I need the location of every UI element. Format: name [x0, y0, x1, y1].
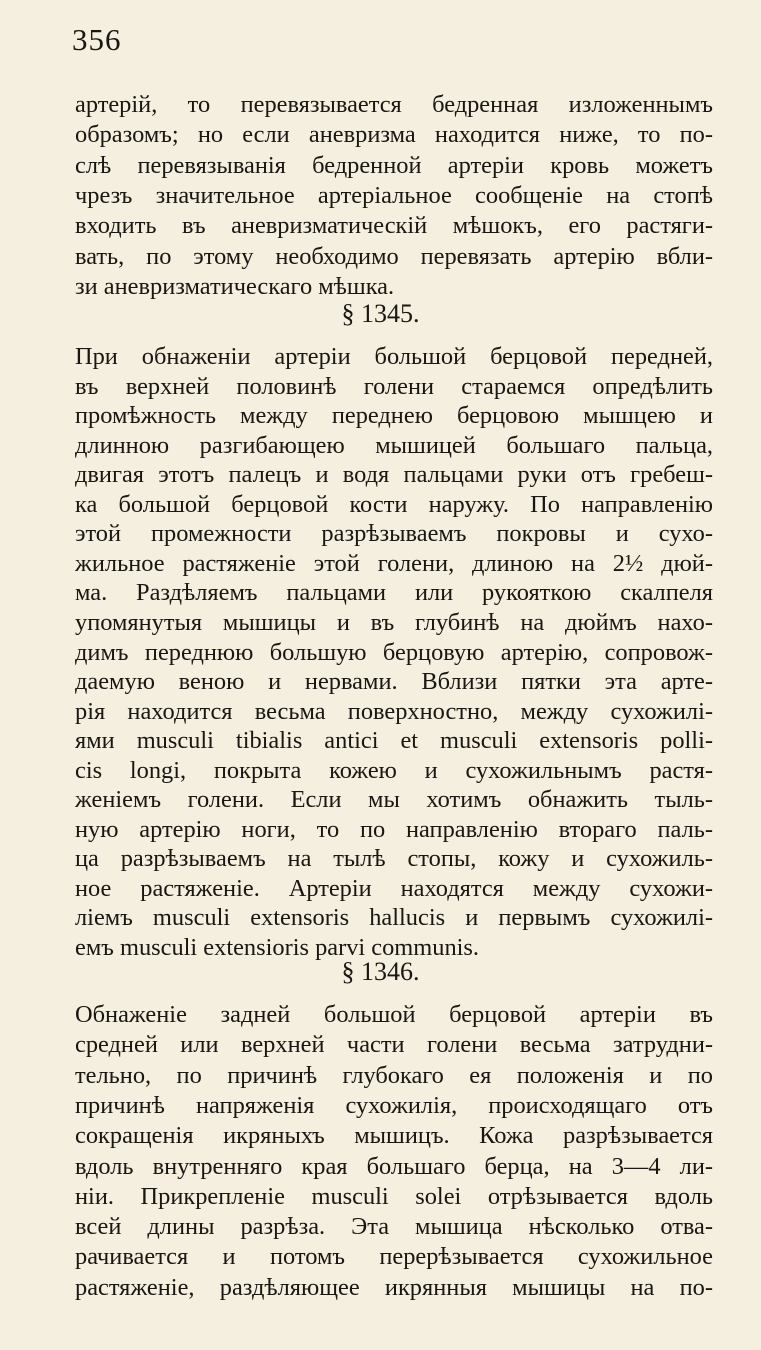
text-line: женіемъ голени. Если мы хотимъ обнажить тыль-: [75, 786, 713, 814]
text-line: длинною разгибающею мышицей большаго пальца,: [75, 431, 713, 459]
text-line: зи аневризматическаго мѣшка.: [75, 272, 395, 300]
text-line: ца разрѣзываемъ на тылѣ стопы, кожу и сухожиль-: [75, 845, 713, 873]
section-heading-1346: § 1346.: [341, 957, 420, 986]
text-line: ка большой берцовой кости наружу. По направленію: [75, 490, 713, 518]
text-line: ную артерію ноги, то по направленію втораго паль-: [75, 815, 713, 843]
text-line: вать, по этому необходимо перевязать артерію вбли-: [75, 242, 713, 270]
text-line: ліемъ musculi extensoris hallucis и первымъ сухожилі-: [75, 904, 713, 932]
text-line: ма. Раздѣляемъ пальцами или рукояткою скалпеля: [75, 579, 713, 607]
text-line: входить въ аневризматическій мѣшокъ, его растяги-: [75, 212, 713, 240]
text-line: тельно, по причинѣ глубокаго ея положенія и по: [75, 1061, 713, 1089]
text-line: двигая этотъ палецъ и водя пальцами руки отъ гребеш-: [75, 461, 713, 489]
text-line: ями musculi tibialis antici et musculi extensoris polli-: [75, 727, 713, 755]
page-number: 356: [72, 22, 122, 57]
text-line: вдоль внутренняго края большаго берца, на 3—4 ли-: [75, 1152, 713, 1180]
text-line: рія находится весьма поверхностно, между сухожилі-: [75, 697, 713, 725]
text-line: ное растяженіе. Артеріи находятся между сухожи-: [75, 874, 713, 902]
text-line: ніи. Прикрепленіе musculi solei отрѣзывается вдоль: [75, 1182, 713, 1210]
text-line: этой промежности разрѣзываемъ покровы и сухо-: [75, 520, 713, 548]
text-line: Обнаженіе задней большой берцовой артеріи въ: [75, 1001, 713, 1028]
text-line: промѣжность между переднею берцовою мышцею и: [75, 402, 713, 430]
text-line: жильное растяженіе этой голени, длиною на 2½ дюй-: [75, 549, 713, 577]
text-line: въ верхней половинѣ голени стараемся опредѣлить: [75, 372, 713, 400]
text-line: всей длины разрѣза. Эта мышица нѣсколько отва-: [75, 1213, 713, 1241]
text-line: емъ musculi extensioris parvi communis.: [75, 934, 480, 961]
text-line: упомянутыя мышицы и въ глубинѣ на дюймъ нахо-: [75, 608, 713, 636]
text-line: димъ переднюю большую берцовую артерію, сопровож-: [75, 638, 713, 666]
text-line: даемую веною и нервами. Вблизи пятки эта арте-: [75, 668, 713, 696]
text-line: причинѣ напряженія сухожилія, происходящаго отъ: [75, 1091, 713, 1119]
text-line: средней или верхней части голени весьма затрудни-: [75, 1031, 713, 1059]
text-line: сокращенія икряныхъ мышицъ. Кожа разрѣзывается: [75, 1122, 713, 1150]
text-line: cis longi, покрыта кожею и сухожильнымъ растя-: [75, 756, 713, 784]
text-line: При обнаженіи артеріи большой берцовой передней,: [75, 343, 713, 370]
section-heading-1345: § 1345.: [341, 299, 420, 328]
text-line: слѣ перевязыванія бедренной артеріи кровь можетъ: [75, 151, 713, 179]
text-line: растяженіе, раздѣляющее икрянныя мышицы на по-: [75, 1273, 713, 1301]
text-line: рачивается и потомъ перерѣзывается сухожильное: [75, 1243, 713, 1271]
text-line: чрезъ значительное артеріальное сообщеніе на стопѣ: [75, 181, 713, 209]
text-line: артерій, то перевязывается бедренная изложеннымъ: [75, 91, 713, 118]
text-line: образомъ; но если аневризма находится ниже, то по-: [75, 121, 713, 149]
